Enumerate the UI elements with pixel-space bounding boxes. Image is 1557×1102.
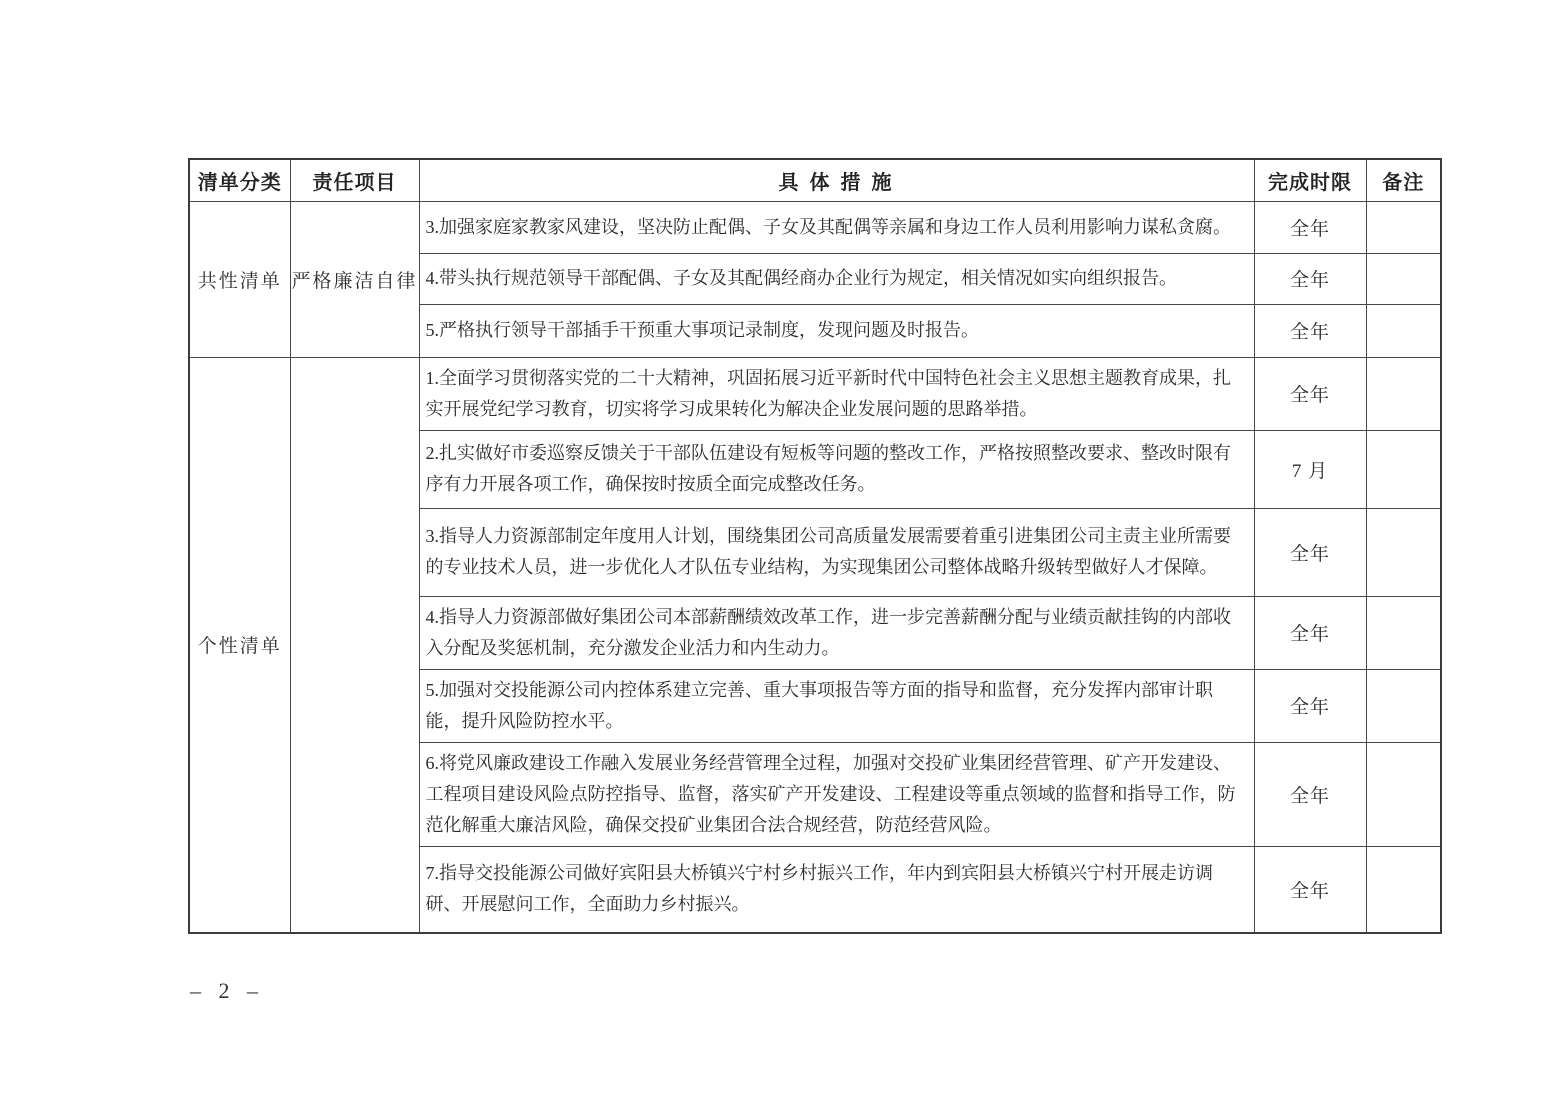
measure-text-cell: 4.带头执行规范领导干部配偶、子女及其配偶经商办企业行为规定，相关情况如实向组织报告。 bbox=[419, 253, 1254, 304]
remark-cell bbox=[1366, 742, 1441, 846]
remark-cell bbox=[1366, 430, 1441, 508]
deadline-cell: 全年 bbox=[1254, 253, 1366, 304]
measure-text-cell: 6.将党风廉政建设工作融入发展业务经营管理全过程，加强对交投矿业集团经营管理、矿产开发建设、工程项目建设风险点防控指导、监督，落实矿产开发建设、工程建设等重点领域的监督和指导工作，防范化解重大廉洁风险，确保交投矿业集团合法合规经营，防范经营风险。 bbox=[419, 742, 1254, 846]
remark-cell bbox=[1366, 596, 1441, 669]
header-cell-measures: 具 体 措 施 bbox=[419, 159, 1254, 201]
measure-text-cell: 5.加强对交投能源公司内控体系建立完善、重大事项报告等方面的指导和监督，充分发挥内部审计职能，提升风险防控水平。 bbox=[419, 669, 1254, 742]
section-category-cell: 个性清单 bbox=[189, 357, 290, 933]
header-cell-project: 责任项目 bbox=[290, 159, 419, 201]
remark-cell bbox=[1366, 201, 1441, 253]
deadline-cell: 全年 bbox=[1254, 357, 1366, 430]
deadline-cell: 全年 bbox=[1254, 669, 1366, 742]
remark-cell bbox=[1366, 669, 1441, 742]
section-project-cell: 严格廉洁自律 bbox=[290, 201, 419, 357]
measure-row bbox=[189, 357, 1441, 430]
measure-text-cell: 4.指导人力资源部做好集团公司本部薪酬绩效改革工作，进一步完善薪酬分配与业绩贡献挂钩的内部收入分配及奖惩机制，充分激发企业活力和内生动力。 bbox=[419, 596, 1254, 669]
remark-cell bbox=[1366, 304, 1441, 357]
deadline-cell: 全年 bbox=[1254, 596, 1366, 669]
deadline-cell: 全年 bbox=[1254, 846, 1366, 933]
header-cell-remark: 备注 bbox=[1366, 159, 1441, 201]
measure-text-cell: 7.指导交投能源公司做好宾阳县大桥镇兴宁村乡村振兴工作，年内到宾阳县大桥镇兴宁村开展走访调研、开展慰问工作，全面助力乡村振兴。 bbox=[419, 846, 1254, 933]
deadline-cell: 全年 bbox=[1254, 304, 1366, 357]
measure-text-cell: 2.扎实做好市委巡察反馈关于干部队伍建设有短板等问题的整改工作，严格按照整改要求、整改时限有序有力开展各项工作，确保按时按质全面完成整改任务。 bbox=[419, 430, 1254, 508]
remark-cell bbox=[1366, 253, 1441, 304]
measure-text-cell: 3.指导人力资源部制定年度用人计划，围绕集团公司高质量发展需要着重引进集团公司主责主业所需要的专业技术人员，进一步优化人才队伍专业结构，为实现集团公司整体战略升级转型做好人才保障。 bbox=[419, 508, 1254, 596]
deadline-cell: 7 月 bbox=[1254, 430, 1366, 508]
deadline-cell: 全年 bbox=[1254, 508, 1366, 596]
measure-row bbox=[189, 201, 1441, 253]
deadline-cell: 全年 bbox=[1254, 201, 1366, 253]
responsibility-list-table bbox=[188, 158, 1442, 934]
measure-text-cell: 1.全面学习贯彻落实党的二十大精神，巩固拓展习近平新时代中国特色社会主义思想主题教育成果，扎实开展党纪学习教育，切实将学习成果转化为解决企业发展问题的思路举措。 bbox=[419, 357, 1254, 430]
remark-cell bbox=[1366, 357, 1441, 430]
remark-cell bbox=[1366, 508, 1441, 596]
measure-text-cell: 3.加强家庭家教家风建设，坚决防止配偶、子女及其配偶等亲属和身边工作人员利用影响力谋私贪腐。 bbox=[419, 201, 1254, 253]
remark-cell bbox=[1366, 846, 1441, 933]
section-category-cell: 共性清单 bbox=[189, 201, 290, 357]
section-project-cell bbox=[290, 357, 419, 933]
header-cell-deadline: 完成时限 bbox=[1254, 159, 1366, 201]
page-number: – 2 – bbox=[190, 978, 264, 1003]
header-cell-category: 清单分类 bbox=[189, 159, 290, 201]
table-header-row bbox=[189, 159, 1441, 201]
deadline-cell: 全年 bbox=[1254, 742, 1366, 846]
measure-text-cell: 5.严格执行领导干部插手干预重大事项记录制度，发现问题及时报告。 bbox=[419, 304, 1254, 357]
